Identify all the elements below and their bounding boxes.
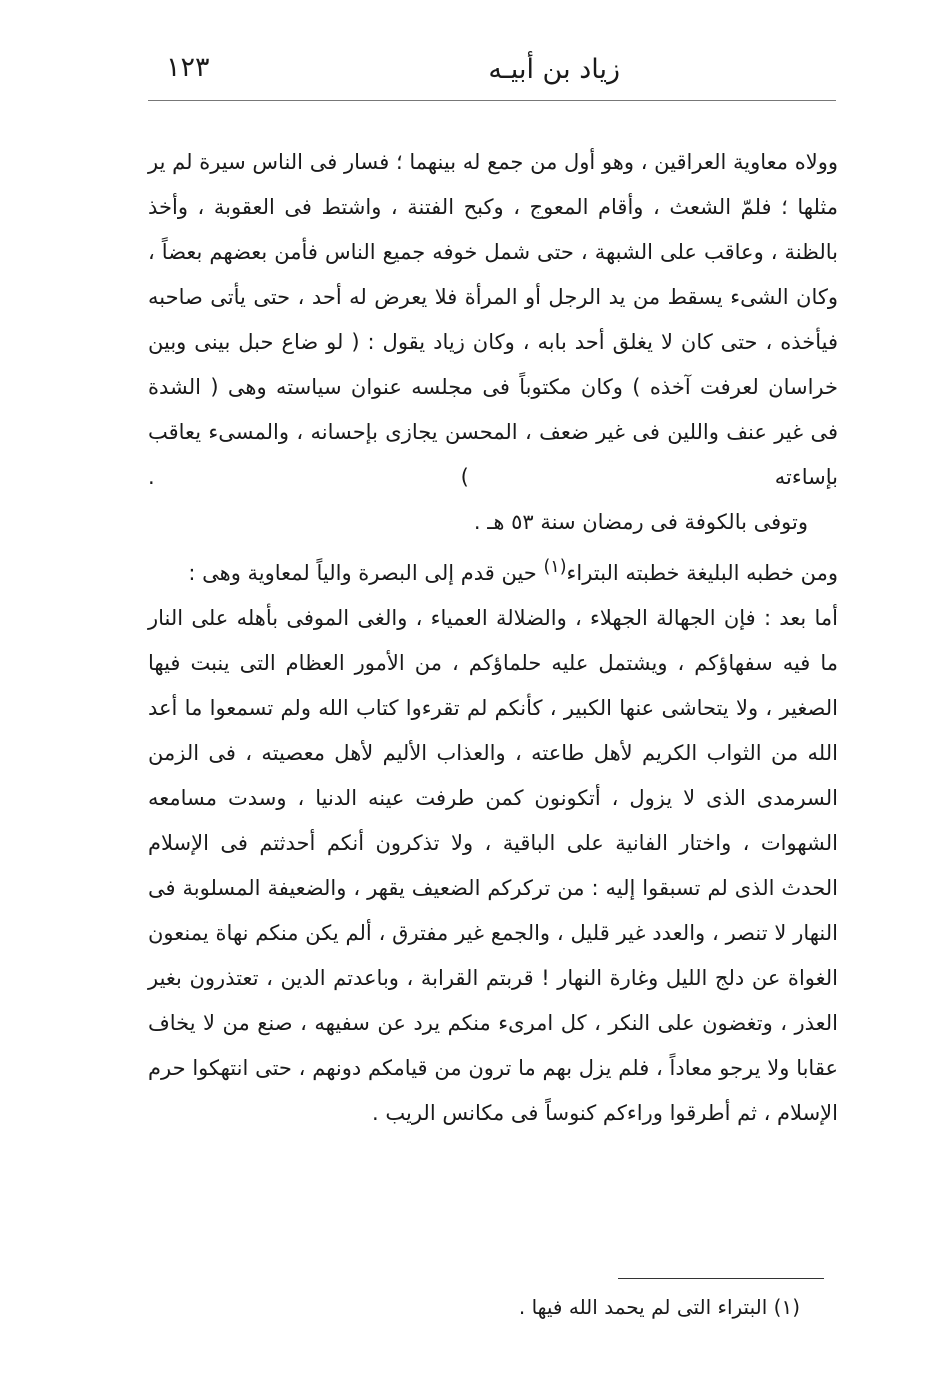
paragraph-death: وتوفى بالكوفة فى رمضان سنة ٥٣ هـ . bbox=[473, 510, 808, 534]
paragraph-sermon-intro bbox=[148, 545, 838, 596]
footnote: (١) البتراء التى لم يحمد الله فيها . bbox=[518, 1295, 800, 1319]
footnote-divider bbox=[618, 1278, 824, 1279]
sermon-intro-text: ومن خطبه البليغة خطبته البتراء bbox=[566, 561, 838, 585]
sermon-intro-text-cont: حين قدم إلى البصرة والياً لمعاوية وهى : bbox=[188, 561, 544, 585]
running-title: زياد بن أبيـه bbox=[488, 54, 620, 85]
footnote-marker: (١) bbox=[543, 557, 567, 577]
main-text bbox=[148, 140, 838, 1136]
page-header bbox=[150, 48, 830, 100]
page-number: ١٢٣ bbox=[166, 52, 210, 83]
paragraph-sermon: أما بعد : فإن الجهالة الجهلاء ، والضلالة العمياء ، والغى الموفى بأهله على النار ما فيه سفهاؤكم ، ويشتمل عليه حلماؤكم ، من الأمور العظام التى ينبت فيها الصغير ، ولا يتحاشى عنها الكبير ، كأنكم لم تقرءوا كتاب الله ولم تسمعوا ما أعد الله من الثواب الكريم لأهل طاعته ، والعذاب الأليم لأهل معصيته ، فى الزمن السرمدى الذى لا يزول ، أتكونون كمن طرفت عينه الدنيا ، وسدت مسامعه الشهوات ، واختار الفانية على الباقية ، ولا تذكرون أنكم أحدثتم فى الإسلام الحدث الذى لم تسبقوا إليه : من تركركم الضعيف يقهر ، والضعيفة المسلوبة فى النهار لا تنصر ، والعدد غير قليل ، والجمع غير مفترق ، ألم يكن منكم نهاة يمنعون الغواة عن دلج الليل وغارة النهار ! قربتم القرابة ، وباعدتم الدين ، تعتذرون بغير العذر ، وتغضون على النكر ، كل امرىء منكم يرد عن سفيهه ، صنع من لا يخاف عقابا ولا يرجو معاداً ، فلم يزل بهم ما ترون من قيامكم دونهم ، حتى انتهكوا حرم الإسلام ، ثم أطرقوا وراءكم كنوساً فى مكانس الريب . bbox=[148, 606, 838, 1125]
header-divider bbox=[148, 100, 836, 101]
paragraph-biography: وولاه معاوية العراقين ، وهو أول من جمع له بينهما ؛ فسار فى الناس سيرة لم ير مثلها ؛ فلمّ الشعث ، وأقام المعوج ، وكبح الفتنة ، واشتط فى العقوبة ، وأخذ بالظنة ، وعاقب على الشبهة ، حتى شمل خوفه جميع الناس فأمن بعضهم بعضاً ، وكان الشىء يسقط من يد الرجل أو المرأة فلا يعرض له أحد ، حتى يأتى صاحبه فيأخذه ، حتى كان لا يغلق أحد بابه ، وكان زياد يقول : ( لو ضاع حبل بينى وبين خراسان لعرفت آخذه ) وكان مكتوباً فى مجلسه عنوان سياسته وهى ( الشدة فى غير عنف واللين فى غير ضعف ، المحسن يجازى بإحسانه ، والمسىء يعاقب بإساءته ) . bbox=[148, 150, 838, 489]
